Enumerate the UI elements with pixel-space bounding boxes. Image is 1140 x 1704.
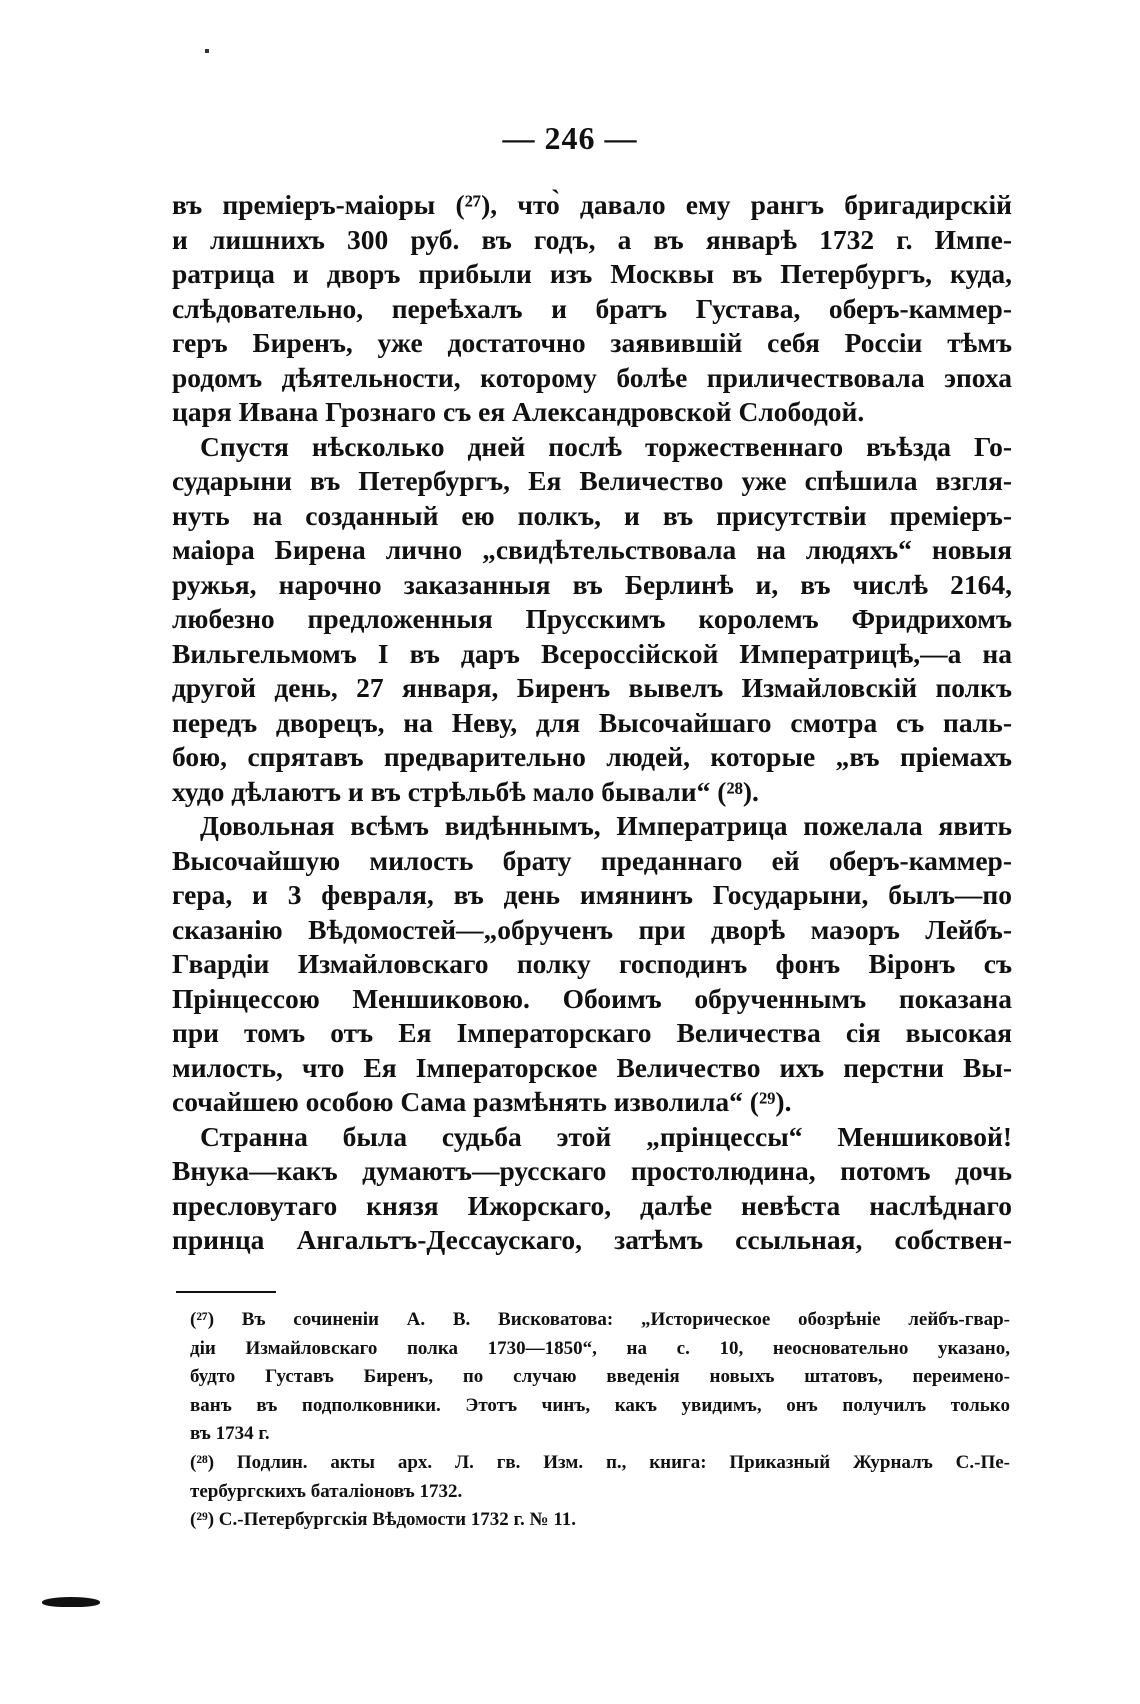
footnotes [190,1306,1010,1535]
footnote-line: ванъ въ подполковники. Этотъ чинъ, какъ увидимъ, онъ получилъ только [190,1394,1010,1416]
main-text [172,188,1012,1258]
footnote-line: (²⁹) С.-Петербургскiя Вѣдомости 1732 г. № 11. [190,1509,577,1531]
text-line: пресловутаго князя Ижорскаго, далѣе невѣста наслѣднаго [172,1189,1012,1221]
footnote-line: будто Густавъ Биренъ, по случаю введенiя новыхъ штатовъ, переимено- [190,1366,1010,1388]
footnote-line: (²⁷) Въ сочиненiи А. В. Висковатова: „Историческое обозрѣнiе лейбъ-гвар- [190,1309,1010,1330]
text-line: милость, что Ея Iмператорское Величество ихъ перстни Вы- [172,1051,1012,1083]
text-line: ратрица и дворъ прибыли изъ Москвы въ Петербургъ, куда, [172,258,1012,289]
text-line: родомъ дѣятельности, которому болѣе приличествовала эпоха [172,361,1012,393]
footnote-line: въ 1734 г. [190,1423,270,1445]
text-line: гера, и 3 февраля, въ день имянинъ Государыни, былъ—по [172,879,1012,910]
text-line: Высочайшую милость брату преданнаго ей оберъ-каммер- [172,844,1012,876]
text-line: передъ дворецъ, на Неву, для Высочайшаго смотра съ паль- [172,706,1012,738]
text-line: Довольная всѣмъ видѣннымъ, Императрица пожелала явить [200,810,1012,841]
text-line: ружья, нарочно заказанныя въ Берлинѣ и, въ числѣ 2164, [172,568,1012,600]
text-line: въ премiеръ-маiоры (²⁷), что̀ давало ему рангъ бригадирскiй [172,189,1012,220]
text-line: другой день, 27 января, Биренъ вывелъ Измайловскiй полкъ [172,672,1012,703]
text-line: сударыни въ Петербургъ, Ея Величество уже спѣшила взгля- [172,465,1012,496]
text-line: Вильгельмомъ I въ даръ Всероссiйской Императрицѣ,—а на [172,637,1012,669]
text-line: Прiнцессою Меншиковою. Обоимъ обрученнымъ показана [172,982,1012,1014]
footnote-divider [176,1291,276,1293]
text-line: Спустя нѣсколько дней послѣ торжественнаго въѣзда Го- [200,430,1012,462]
text-line: худо дѣлаютъ и въ стрѣльбѣ мало бывали“ (²⁸). [172,775,759,807]
footnote-line: (²⁸) Подлин. акты арх. Л. гв. Изм. п., книга: Приказный Журналъ С.-Пе- [190,1451,1010,1473]
text-line: царя Ивана Грознаго съ ея Александровской Слободой. [172,396,865,427]
text-line: нуть на созданный ею полкъ, и въ присутствiи премiеръ- [172,499,1012,531]
text-line: бою, спрятавъ предварительно людей, которые „въ прiемахъ [172,741,1012,772]
text-line: слѣдовательно, переѣхалъ и братъ Густава, оберъ-каммер- [172,292,1012,324]
page-number: — 246 — [502,120,638,156]
text-line: при томъ отъ Ея Iмператорскаго Величества сiя высокая [172,1017,1012,1048]
footnote-line: тербургскихъ баталiоновъ 1732. [190,1480,463,1502]
text-line: Внука—какъ думаютъ—русскаго простолюдина, потомъ дочь [172,1155,1012,1186]
text-line: маiора Бирена лично „свидѣтельствовала на людяхъ“ новыя [172,534,1012,565]
scan-speck [205,49,209,53]
text-line: Гвардiи Измайловскаго полку господинъ фонъ Вiронъ съ [172,948,1012,979]
text-line: любезно предложенныя Прусскимъ королемъ Фридрихомъ [172,603,1012,634]
text-line: сочайшею особою Сама размѣнять изволила“ (²⁹). [172,1086,792,1117]
text-line: и лишнихъ 300 руб. въ годъ, а въ январѣ 1732 г. Импе- [172,223,1012,255]
text-line: геръ Биренъ, уже достаточно заявившiй себя Россiи тѣмъ [172,327,1012,358]
text-line: принца Ангальтъ-Дессаускаго, затѣмъ ссыльная, собствен- [172,1224,1012,1255]
footnote-line: дiи Измайловскаго полка 1730—1850“, на с. 10, неосновательно указано, [190,1337,1010,1359]
text-line: Странна была судьба этой „прiнцессы“ Меншиковой! [200,1120,1012,1152]
text-line: сказанiю Вѣдомостей—„обрученъ при дворѣ маэоръ Лейбъ- [172,913,1012,945]
scan-smudge [42,1597,100,1607]
